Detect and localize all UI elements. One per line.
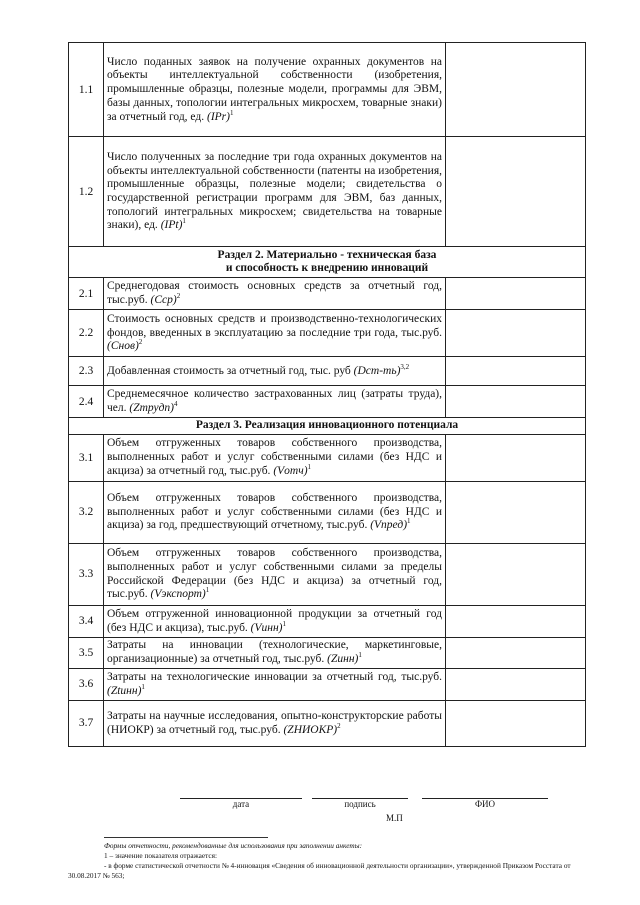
indicator-symbol: (Vпред): [370, 519, 408, 532]
table-row: [69, 43, 586, 137]
table-row: [69, 278, 586, 310]
row-number: 3.3: [69, 543, 104, 605]
row-number: 2.3: [69, 357, 104, 386]
footnote-mark: 1: [229, 108, 234, 117]
row-number: 1.1: [69, 43, 104, 137]
fio-label: ФИО: [474, 799, 496, 809]
footnote-1: 1 – значение показателя отражается:: [104, 851, 218, 860]
indicator-symbol: (Vинн): [250, 621, 283, 634]
date-label: дата: [232, 799, 250, 809]
row-number: 2.1: [69, 278, 104, 310]
value-cell[interactable]: [446, 386, 586, 418]
indicator-symbol: (Cнов): [107, 340, 139, 353]
indicator-table: [68, 42, 586, 747]
indicator-symbol: (Zинн): [327, 653, 359, 665]
date-signature-slot: [180, 798, 302, 809]
row-description: Число поданных заявок на получение охранных документов на объекты интеллектуальной собственности (изобретения, промышленные образцы, полезные модели, программы для ЭВМ, базы данных, топологии интегральных микросхем, товарные знаки) за отчетный год, ед. (IPr)$^1$: [104, 43, 446, 137]
table-row: [69, 137, 586, 247]
row-description: Среднемесячное количество застрахованных лиц (затраты труда), чел. (Zтрудп)$^4$: [104, 386, 446, 418]
row-description: Объем отгруженных товаров собственного производства, выполненных работ и услуг собственными силами за пределы Российской Федерации (без НДС и акциза) за отчетный год, тыс.руб. (Vэкспорт)$^1$: [104, 543, 446, 605]
value-cell[interactable]: [446, 481, 586, 543]
footnote-mark: 1: [358, 651, 362, 660]
table-row: [69, 543, 586, 605]
row-description: Объем отгруженных товаров собственного производства, выполненных работ и услуг собственными силами (без НДС и акциза) за отчетный год, тыс.руб. (Vотч)$^1$: [104, 434, 446, 481]
footnote-mark: 1: [205, 586, 210, 595]
value-cell[interactable]: [446, 357, 586, 386]
value-cell[interactable]: [446, 43, 586, 137]
value-cell[interactable]: [446, 434, 586, 481]
footnote-mark: 3,2: [400, 362, 410, 371]
footnote-mark: 1: [182, 217, 186, 226]
section-title: Раздел 3. Реализация инновационного потенциала: [69, 418, 586, 435]
footnote-mark: 2: [138, 338, 143, 347]
row-number: 3.2: [69, 481, 104, 543]
stamp-place-label: М.П: [386, 813, 403, 823]
value-cell[interactable]: [446, 137, 586, 247]
table-row: [69, 605, 586, 637]
value-cell[interactable]: [446, 310, 586, 357]
row-description: Затраты на технологические инновации за отчетный год, тыс.руб. (Ztинн)$^1$: [104, 668, 446, 700]
row-number: 2.4: [69, 386, 104, 418]
footnote-mark: 2: [176, 292, 181, 301]
footnote-title: Формы отчетности, рекомендованные для использования при заполнении анкеты:: [104, 841, 363, 850]
table-row: [69, 700, 586, 746]
footnote-mark: 2: [337, 721, 341, 730]
row-description: Затраты на научные исследования, опытно-конструкторские работы (НИОКР) за отчетный год, тыс.руб. (ZНИОКР)$^2$: [104, 700, 446, 746]
value-cell[interactable]: [446, 637, 586, 668]
table-row: [69, 434, 586, 481]
fio-signature-slot: [422, 798, 548, 809]
value-cell[interactable]: [446, 605, 586, 637]
table-row: [69, 481, 586, 543]
sign-signature-slot: [312, 798, 408, 809]
value-cell[interactable]: [446, 668, 586, 700]
indicator-symbol: (Vэкспорт): [150, 588, 206, 601]
row-description: Среднегодовая стоимость основных средств за отчетный год, тыс.руб. (Cср)$^2$: [104, 278, 446, 310]
indicator-symbol: (Dст-ть): [353, 364, 401, 377]
footnote-2: - в форме статистической отчетности № 4-инновация «Сведения об инновационной деятельности организации», утвержденной Приказом Росстата от 30.08.2017 № 563;: [68, 861, 571, 880]
section-title: Раздел 2. Материально - техническая база и способность к внедрению инноваций: [69, 247, 586, 278]
row-number: 3.7: [69, 700, 104, 746]
row-description: Добавленная стоимость за отчетный год, тыс. руб $(Dст-ть)^{3,2}$: [104, 357, 446, 386]
table-row: [69, 637, 586, 668]
row-number: 3.1: [69, 434, 104, 481]
value-cell[interactable]: [446, 700, 586, 746]
row-description: Объем отгруженной инновационной продукции за отчетный год (без НДС и акциза), тыс.руб. (Vинн)$^1$: [104, 605, 446, 637]
value-cell[interactable]: [446, 543, 586, 605]
row-number: 3.4: [69, 605, 104, 637]
row-number: 2.2: [69, 310, 104, 357]
table-row: [69, 668, 586, 700]
sign-label: подпись: [344, 799, 376, 809]
indicator-symbol: (Cср): [150, 294, 177, 306]
indicator-symbol: (Vотч): [273, 464, 308, 477]
footnote-mark: 4: [174, 400, 178, 409]
table-row: [69, 357, 586, 386]
table-row: [69, 386, 586, 418]
row-description: Затраты на инновации (технологические, маркетинговые, организационные) за отчетный год, тыс.руб. (Zинн)$^1$: [104, 637, 446, 668]
row-number: 3.6: [69, 668, 104, 700]
indicator-symbol: (Zтрудп): [129, 402, 174, 414]
value-cell[interactable]: [446, 278, 586, 310]
indicator-symbol: (IPt): [160, 219, 183, 232]
row-description: Стоимость основных средств и производственно-технологических фондов, введенных в эксплуатацию за последние три года, тыс.руб. (Cнов)$^2$: [104, 310, 446, 357]
table-row: [69, 310, 586, 357]
footnote-mark: 1: [407, 517, 411, 526]
indicator-symbol: (Ztинн): [107, 684, 142, 697]
row-description: Объем отгруженных товаров собственного производства, выполненных работ и услуг собственными силами (без НДС и акциза) за год, предшествующий отчетному, тыс.руб. (Vпред)$^1$: [104, 481, 446, 543]
row-description: Число полученных за последние три года охранных документов на объекты интеллектуальной собственности (патенты на изобретения, промышленные образцы, полезные модели; свидетельства о государственной регистрации программ для ЭВМ, баз данных, топологий интегральных микросхем; свидетельства на товарные знаки), ед. (IPt)$^1$: [104, 137, 446, 247]
section-header: [69, 247, 586, 278]
indicator-symbol: (ZНИОКР): [283, 723, 338, 736]
section-header: [69, 418, 586, 435]
footnote-mark: 1: [307, 463, 312, 472]
footnote-separator: [104, 837, 268, 838]
indicator-symbol: (IPr): [206, 110, 230, 123]
row-number: 1.2: [69, 137, 104, 247]
footnote-mark: 1: [141, 682, 145, 691]
footnote-mark: 1: [282, 619, 287, 628]
row-number: 3.5: [69, 637, 104, 668]
